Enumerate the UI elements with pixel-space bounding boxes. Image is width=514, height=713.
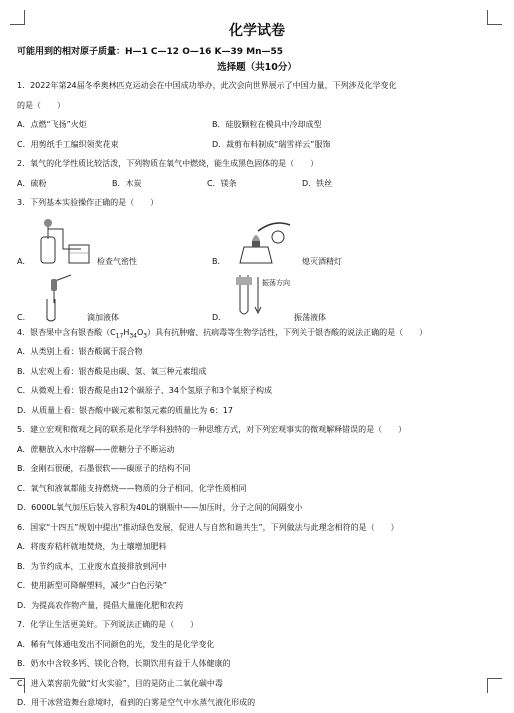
option-c: C．镁条 <box>207 178 237 188</box>
atomic-masses: 可能用到的相对原子质量：H—1 C—12 O—16 K—39 Mn—55 <box>17 47 284 57</box>
question-stem: 4．银杏果中含有银杏酸$(C_{17}H_{34}O_3)$具有抗肿瘤、抗病毒等生物学活性，下列关于银杏酸的说法正确的是（ ） <box>17 327 428 340</box>
option-a: A．将废弃秸秆就地焚烧，为土壤增加肥料 <box>17 542 167 551</box>
section-heading: 选择题（共10分） <box>217 62 297 73</box>
question-stem: 3．下列基本实验操作正确的是（ ） <box>17 198 159 207</box>
question-stem: 5．建立宏观和微观之间的联系是化学学科独特的一种思维方式，对下列宏观事实的微观解释错误的是（ ） <box>17 425 407 434</box>
extinguish-lamp-illustration <box>228 217 298 267</box>
shake-direction-text: 振荡方向 <box>262 278 290 287</box>
option-b-label: B． <box>212 256 226 266</box>
option-c: C．使用新型可降解塑料，减少“白色污染” <box>17 581 167 590</box>
option-d: D．裁剪布料制成“瑞雪祥云”服饰 <box>212 139 331 149</box>
option-a: A．点燃“飞扬”火炬 <box>17 120 87 129</box>
question-7 <box>17 615 497 713</box>
option-b: B．硅胶颗粒在模具中冷却成型 <box>212 120 322 129</box>
question-5 <box>17 420 497 518</box>
option-c-caption: 滴加液体 <box>87 312 119 322</box>
option-b: B．为节约成本，工业废水直接排放到河中 <box>17 561 167 571</box>
option-d: D．用干冰营造舞台意境时，看到的白雾是空气中水蒸气液化形成的 <box>17 698 256 707</box>
shake-tube-illustration <box>228 271 290 323</box>
question-stem: 7．化学让生活更美好。下列说法正确的是（ ） <box>17 620 199 629</box>
question-stem: 1．2022年第24届冬季奥林匹克运动会在中国成功举办，此次会向世界展示了中国力量，下列涉及化学变化 <box>17 81 397 90</box>
option-a: A．硫粉 <box>17 178 47 188</box>
option-b: B．金刚石很硬，石墨很软——碳原子的结构不同 <box>17 464 191 473</box>
question-stem: 2．氧气的化学性质比较活泼，下列物质在氧气中燃烧，能生成黑色固体的是（ ） <box>17 159 319 168</box>
option-d: D．6000L氧气加压后装入容积为40L的钢瓶中——加压时，分子之间的间隔变小 <box>17 503 303 512</box>
option-d: D．为提高农作物产量，提倡大量施化肥和农药 <box>17 600 184 610</box>
option-c: C．氧气和液氧都能支持燃烧——物质的分子相同，化学性质相同 <box>17 483 247 493</box>
question-6 <box>17 518 497 616</box>
option-c-label: C． <box>17 312 31 322</box>
dropper-illustration <box>33 273 83 323</box>
option-d: D．铁丝 <box>302 178 333 188</box>
exam-page <box>17 20 497 713</box>
option-a: A．蔗糖放入水中溶解——蔗糖分子不断运动 <box>17 444 175 454</box>
option-a-label: A． <box>17 256 31 266</box>
option-b: B．奶水中含较多钙、镁化合物，长期饮用有益于人体健康的 <box>17 659 231 668</box>
option-b-caption: 熄灭酒精灯 <box>302 256 342 266</box>
page-title: 化学试卷 <box>229 23 285 39</box>
question-4 <box>17 323 497 421</box>
option-d-caption: 振荡液体 <box>294 312 326 322</box>
option-b: B．木炭 <box>112 178 142 188</box>
option-c: C．进入菜窖前先做“灯火实验”，目的是防止二氧化碳中毒 <box>17 678 223 688</box>
question-1 <box>17 76 497 154</box>
option-c: C．用剪纸手工编织领奖花束 <box>17 139 119 149</box>
question-3 <box>17 193 497 323</box>
option-d-label: D． <box>212 312 227 322</box>
question-2 <box>17 154 497 193</box>
question-stem: 6．国家“十四五”规划中提出“推动绿色发展，促进人与自然和谐共生”，下列做法与此理念相符的是（ ） <box>17 522 399 532</box>
option-a: A．从类别上看：银杏酸属于混合物 <box>17 347 143 356</box>
question-stem-cont: 的是（ ） <box>17 100 65 110</box>
option-c: C．从微观上看：银杏酸是由12个碳原子、34个氢原子和3个氧原子构成 <box>17 386 273 395</box>
option-a-caption: 检查气密性 <box>97 256 137 266</box>
option-a: A．稀有气体通电发出不同颜色的光，发生的是化学变化 <box>17 639 215 649</box>
option-b: B．从宏观上看：银杏酸是由碳、氢、氧三种元素组成 <box>17 366 207 376</box>
airtightness-check-illustration <box>33 217 93 267</box>
option-d: D．从质量上看：银杏酸中碳元素和氢元素的质量比为 6：17 <box>17 405 233 415</box>
